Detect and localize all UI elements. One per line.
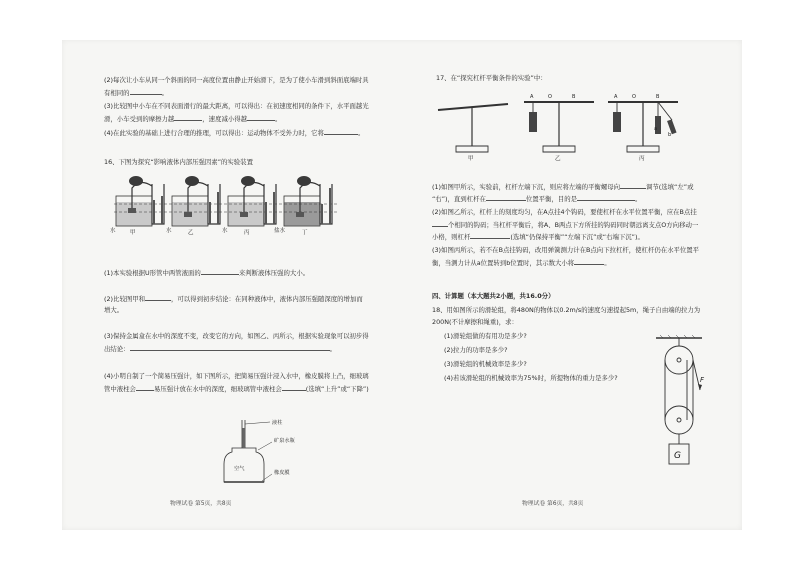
answer-blank[interactable] bbox=[486, 194, 526, 201]
answer-blank[interactable] bbox=[247, 114, 275, 121]
label-air: 空气 bbox=[234, 466, 245, 472]
label-liquid-column: 液柱 bbox=[272, 420, 283, 426]
q17-1b: 调节(选填“左”或 bbox=[646, 183, 694, 191]
q16-4d: (选填“上升”或“下降”) bbox=[305, 385, 369, 393]
label-lever-bing: 丙 bbox=[639, 156, 645, 162]
q17-3-cont: 衡，当测力计从a位置转到b位置时，其示数大小将 。 bbox=[432, 259, 611, 267]
answer-blank[interactable] bbox=[574, 258, 604, 265]
q17-3: (3)如图丙所示，若不在B点挂钩码，改用弹簧测力计在B点向下拉杠杆，使杠杆仍在水平位置平 bbox=[432, 246, 700, 254]
svg-text:O: O bbox=[548, 94, 552, 100]
label-ding: 丁 bbox=[302, 230, 308, 236]
page-5 bbox=[62, 40, 402, 530]
q16-1 bbox=[104, 268, 309, 278]
answer-blank[interactable] bbox=[130, 88, 162, 95]
q18-sub-3: (3)滑轮组的机械效率是多少? bbox=[444, 360, 527, 368]
answer-blank[interactable] bbox=[324, 128, 358, 135]
lever-figure bbox=[432, 86, 682, 162]
q16-1a: (1)本实验根据U形管中两管液面的 bbox=[104, 269, 201, 277]
answer-blank[interactable] bbox=[145, 294, 171, 301]
q17-1c: “右”)，直到杠杆在 bbox=[432, 195, 486, 203]
label-weight-G: G bbox=[674, 451, 681, 461]
label-water-bottle: 矿泉水瓶 bbox=[274, 438, 295, 444]
q16-4-cont bbox=[104, 384, 369, 394]
q18-sub-2: (2)拉力的功率是多少? bbox=[444, 346, 508, 354]
q17-title: 17、在“探究杠杆平衡条件的实验”中： bbox=[436, 74, 547, 82]
q15-line-2-text: 有相同的 bbox=[104, 89, 130, 97]
svg-text:b: b bbox=[668, 132, 672, 138]
exam-sheet bbox=[62, 40, 742, 530]
q16-4b: 管中液柱会 bbox=[104, 385, 136, 393]
q16-title: 16、下图为探究“影响液体内部压强因素”的实验装置 bbox=[104, 158, 253, 166]
q16-2-cont: 增大。 bbox=[104, 306, 124, 314]
answer-blank[interactable] bbox=[620, 182, 646, 189]
answer-blank[interactable] bbox=[282, 384, 306, 391]
q15-line-3: (3)比较图中小车在不同表面滑行的最大距离，可以得出：在初速度相同的条件下，水平面越光 bbox=[104, 102, 369, 110]
q16-3-cont: 出结论： 。 bbox=[104, 345, 336, 353]
q16-3b: 出结论： bbox=[104, 345, 130, 353]
q16-2 bbox=[104, 294, 363, 304]
answer-blank[interactable] bbox=[577, 194, 635, 201]
label-jia: 甲 bbox=[130, 230, 136, 236]
q16-4c: 易压强计放在水中的深度，细玻璃管中液柱会 bbox=[153, 385, 282, 393]
svg-text:B: B bbox=[572, 94, 576, 100]
q17-2b: 个相同的钩码；当杠杆平衡后，将A、B两点下方所挂的钩码同时朝远离支点O方向移动一 bbox=[448, 221, 699, 229]
svg-text:A: A bbox=[530, 94, 534, 100]
q17-2: (2)如图乙所示，杠杆上的刻度均匀，在A点挂4个钩码，要使杠杆在水平位置平衡，应在B点挂 bbox=[432, 208, 697, 216]
svg-text:A: A bbox=[614, 94, 618, 100]
q16-4: (4)小明自制了一个简易压强计，如下图所示，把简易压强计浸入水中，橡皮膜将上凸，细玻璃 bbox=[104, 372, 369, 380]
label-bing: 丙 bbox=[244, 230, 250, 236]
footer-page-6: 物理试卷 第6页，共8页 bbox=[522, 501, 584, 507]
q16-2a: (2)比较图甲和 bbox=[104, 295, 146, 303]
svg-text:a: a bbox=[654, 126, 658, 132]
q15-line-1: (2)每次让小车从同一个斜面的同一高度位置由静止开始滑下，是为了使小车滑到斜面底端时具 bbox=[104, 76, 369, 84]
footer-page-5: 物理试卷 第5页，共8页 bbox=[170, 501, 232, 507]
answer-blank[interactable] bbox=[136, 384, 154, 391]
label-rubber-membrane: 橡皮膜 bbox=[274, 470, 290, 476]
q17-2c: 小格，则杠杆 bbox=[432, 233, 471, 241]
q18-sub-1: (1)滑轮组做的有用功是多少? bbox=[444, 332, 527, 340]
q17-1-cont: “右”)，直到杠杆在 位置平衡，目的是 。 bbox=[432, 195, 642, 203]
svg-text:O: O bbox=[632, 94, 636, 100]
q17-3b: 衡，当测力计从a位置转到b位置时，其示数大小将 bbox=[432, 259, 575, 267]
q15-line-5-text: (4)在此实验的基础上进行合理的推理，可以得出：运动物体不受外力时，它将 bbox=[104, 129, 324, 137]
q15-line-4: 滑，小车受到的摩擦力越 ，速度减小得越 。 bbox=[104, 115, 282, 123]
section-4-title: 四、计算题（本大题共2小题，共16.0分） bbox=[432, 292, 555, 300]
q15-line-2: 有相同的 。 bbox=[104, 89, 168, 97]
label-yi: 乙 bbox=[188, 230, 194, 236]
q17-2-cont bbox=[432, 220, 698, 230]
label-water-1: 水 bbox=[110, 228, 116, 234]
pulley-figure bbox=[652, 334, 712, 472]
q18-line-2: 200N(不计摩擦和绳重)，求： bbox=[432, 318, 518, 326]
q16-3: (3)保持金属盒在水中的深度不变，改变它的方向，如图乙、丙所示，根据实验现象可以初步得 bbox=[104, 332, 369, 340]
page-6 bbox=[402, 40, 742, 530]
bottle-manometer-figure bbox=[212, 418, 322, 490]
q16-1b: 来判断液体压强的大小。 bbox=[238, 269, 310, 277]
q18-sub-4: (4)若该滑轮组的机械效率为75%时，所提物体的重力是多少? bbox=[444, 374, 618, 382]
q15-line-5: (4)在此实验的基础上进行合理的推理，可以得出：运动物体不受外力时，它将 。 bbox=[104, 129, 365, 137]
q16-2b: ，可以得到初步结论：在同种液体中，液体内部压强随深度的增加而 bbox=[171, 295, 363, 303]
q17-2d: (选填“仍保持平衡”“左端下沉”或“右端下沉”)。 bbox=[510, 233, 644, 241]
answer-blank[interactable] bbox=[174, 114, 202, 121]
q15-line-4b: ，速度减小得越 bbox=[202, 115, 248, 123]
label-lever-jia: 甲 bbox=[468, 156, 474, 162]
q18-line-1: 18、用如图所示的滑轮组，将480N的物体以0.2m/s的速度匀速提起5m，绳子自由端的拉力为 bbox=[432, 306, 701, 314]
label-lever-yi: 乙 bbox=[555, 156, 561, 162]
q17-1 bbox=[432, 182, 693, 192]
label-water-2: 水 bbox=[166, 228, 172, 234]
label-force-F: F bbox=[700, 376, 705, 384]
label-brine: 盐水 bbox=[274, 228, 286, 234]
pressure-apparatus-figure bbox=[110, 174, 345, 236]
svg-text:B: B bbox=[656, 94, 660, 100]
q17-2-cont2 bbox=[432, 232, 644, 242]
answer-blank[interactable] bbox=[470, 232, 510, 239]
q15-line-4a: 滑，小车受到的摩擦力越 bbox=[104, 115, 175, 123]
label-water-3: 水 bbox=[222, 228, 228, 234]
answer-blank[interactable] bbox=[201, 268, 239, 275]
answer-blank[interactable] bbox=[432, 220, 448, 227]
answer-blank[interactable] bbox=[130, 344, 330, 351]
q17-1d: 位置平衡，目的是 bbox=[525, 195, 577, 203]
q17-1a: (1)如图甲所示，实验前，杠杆左端下沉，则应将左端的平衡螺母向 bbox=[432, 183, 620, 191]
